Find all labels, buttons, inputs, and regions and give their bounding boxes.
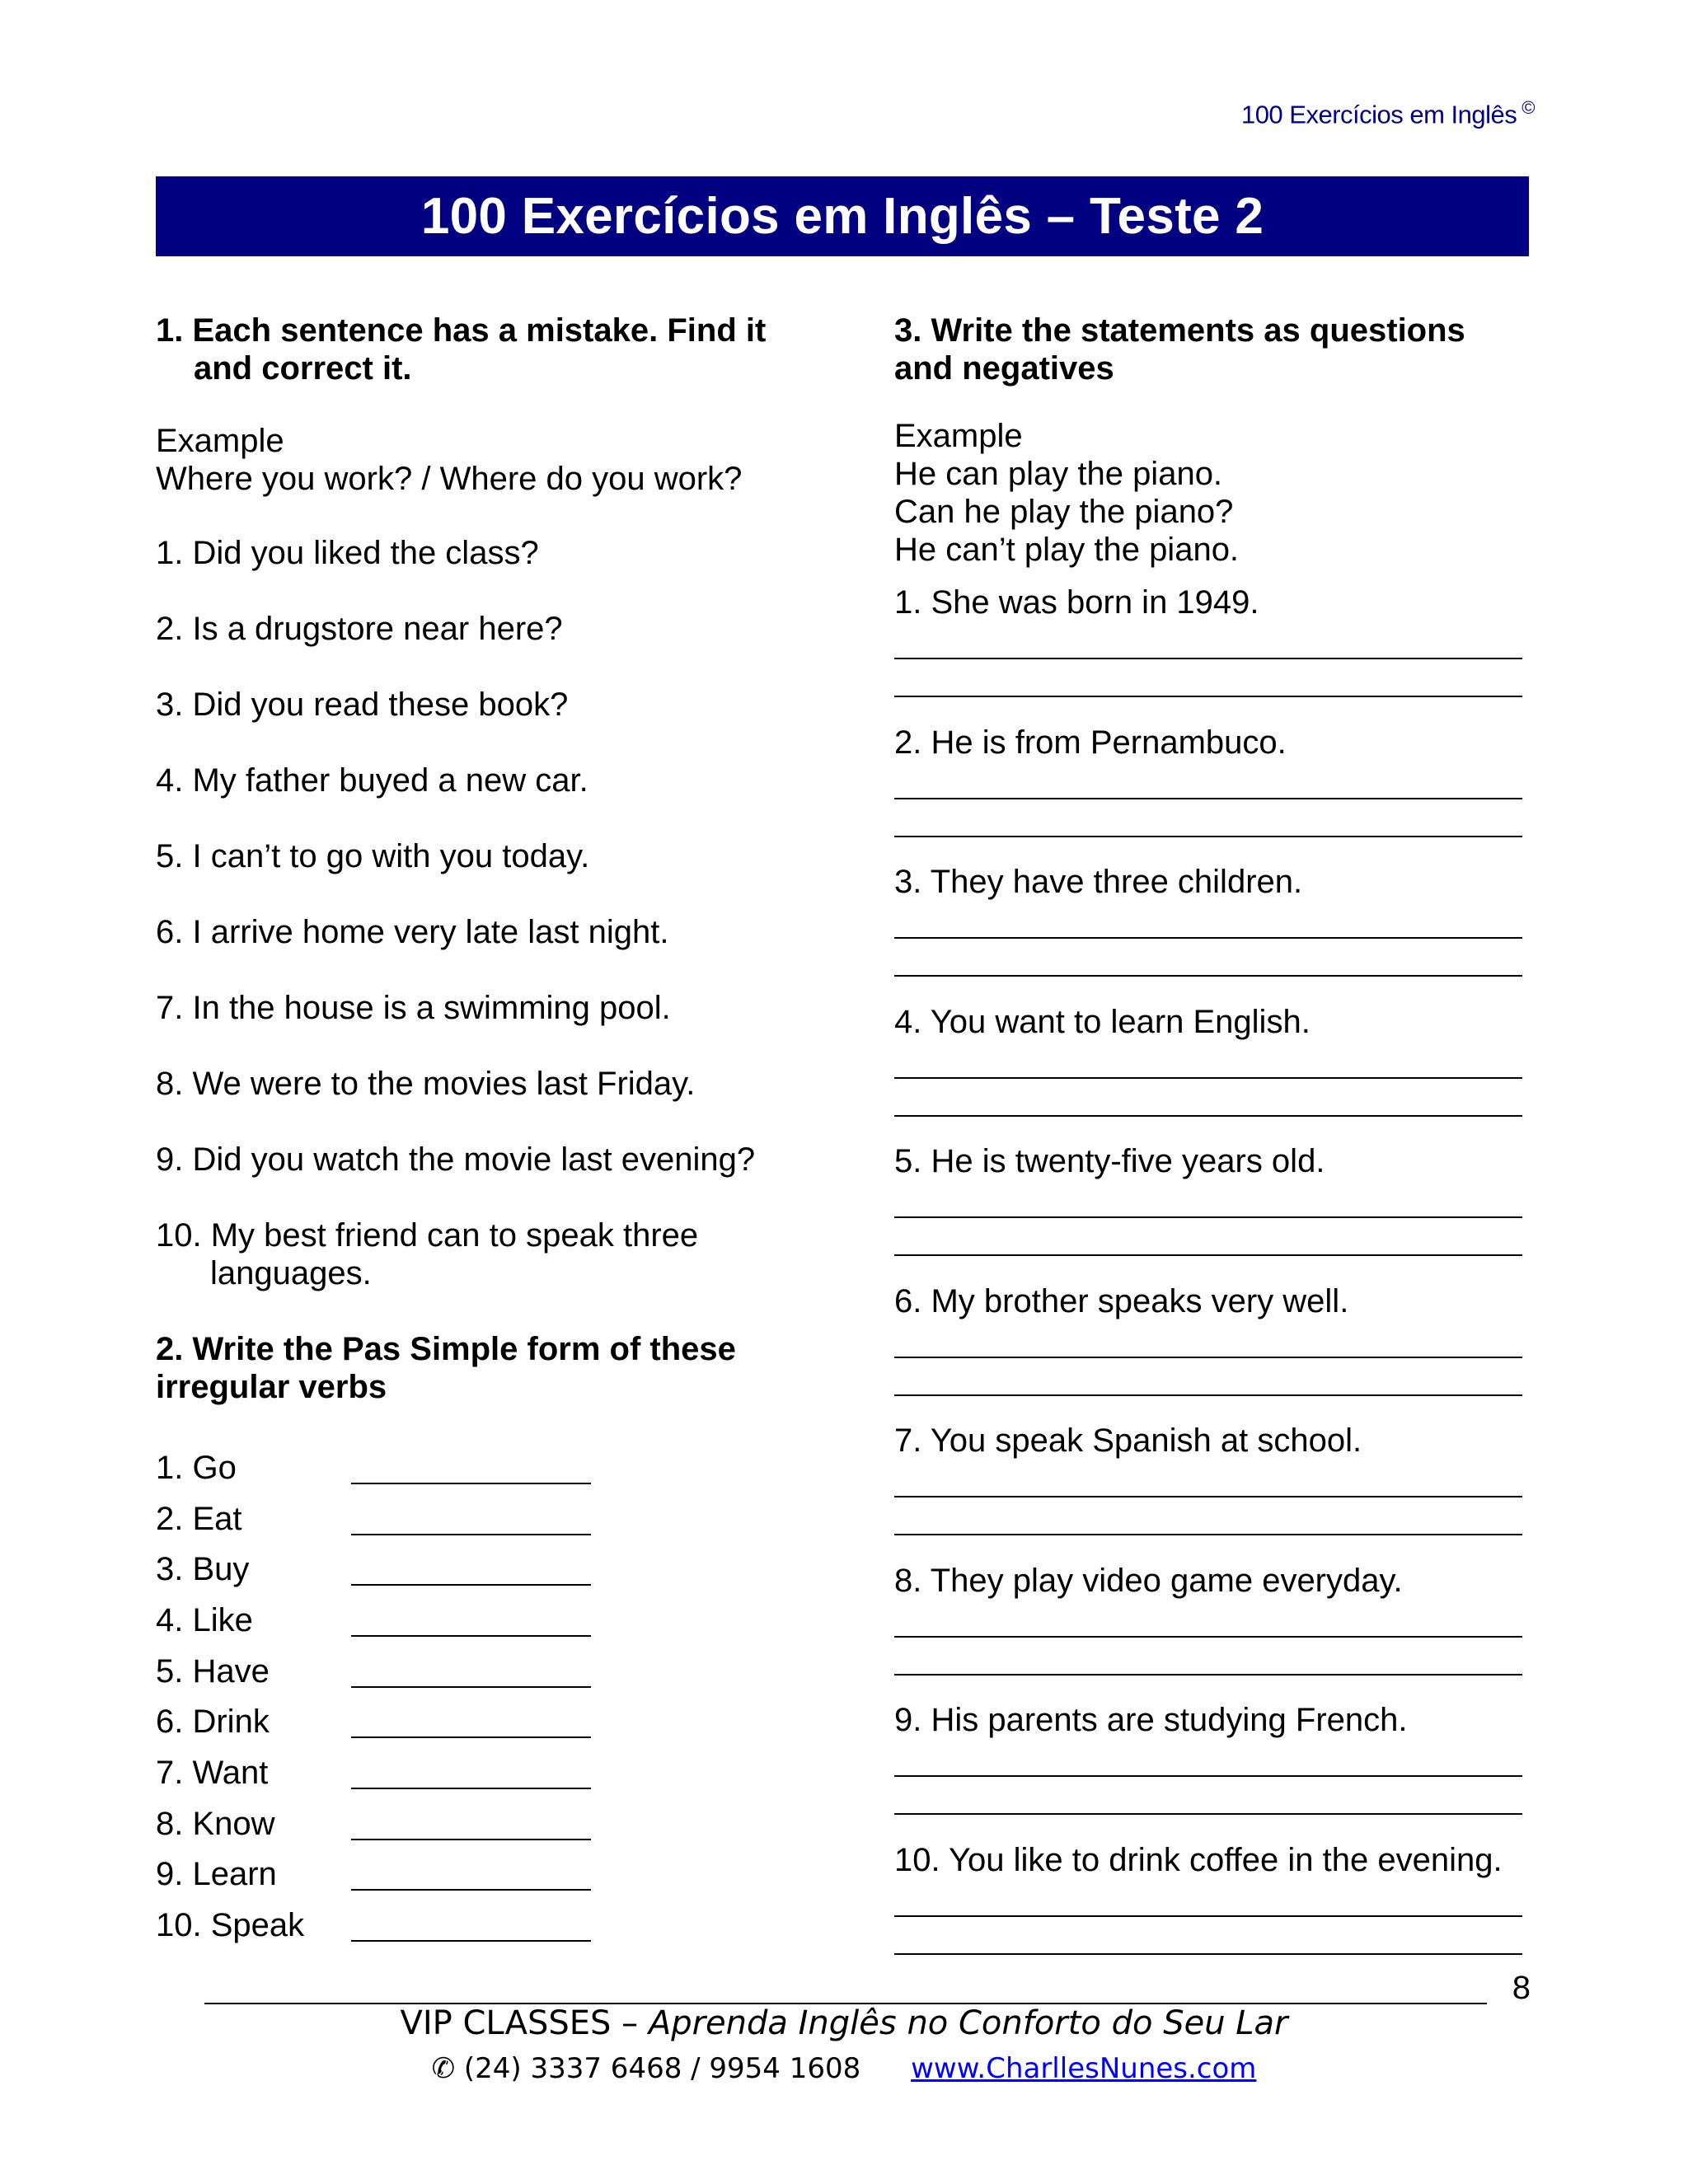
section1-item: 3. Did you read these book? — [156, 687, 569, 723]
section3-item — [894, 724, 1529, 864]
footer-brand-plain: VIP CLASSES – — [400, 2004, 649, 2042]
header-note-text: 100 Exercícios em Inglês — [1240, 100, 1517, 129]
answer-line[interactable] — [894, 1879, 1522, 1917]
section3-example-line: He can play the piano. — [894, 456, 1223, 492]
section3-item — [894, 1282, 1529, 1422]
section3-question: 1. She was born in 1949. — [894, 584, 1259, 621]
section3-example-label: Example — [894, 418, 1023, 454]
answer-line[interactable] — [894, 939, 1522, 977]
verb-answer-line[interactable] — [351, 1915, 591, 1942]
answer-line[interactable] — [894, 1320, 1522, 1358]
verb-label: 1. Go — [156, 1449, 237, 1486]
answer-line[interactable] — [894, 1079, 1522, 1117]
section3-question: 5. He is twenty-five years old. — [894, 1143, 1325, 1179]
verb-row — [156, 1544, 815, 1595]
section1-heading — [156, 312, 815, 387]
section3-question: 10. You like to drink coffee in the evening. — [894, 1841, 1503, 1878]
section1-item: 2. Is a drugstore near here? — [156, 611, 563, 647]
verb-answer-line[interactable] — [351, 1458, 591, 1484]
section1-example-text: Where you work? / Where do you work? — [156, 461, 743, 497]
answer-line[interactable] — [894, 762, 1522, 799]
answer-line[interactable] — [894, 1600, 1522, 1638]
footer-brand-slogan: Aprenda Inglês no Conforto do Seu Lar — [648, 2004, 1288, 2042]
section3-list — [894, 583, 1529, 1980]
answer-line[interactable] — [894, 1041, 1522, 1079]
copyright-symbol: © — [1522, 97, 1535, 118]
section3-question: 8. They play video game everyday. — [894, 1562, 1403, 1599]
verb-label: 10. Speak — [156, 1907, 305, 1944]
section3-question: 4. You want to learn English. — [894, 1003, 1311, 1040]
answer-line[interactable] — [894, 659, 1522, 697]
page-title: 100 Exercícios em Inglês – Teste 2 — [156, 176, 1529, 256]
answer-line[interactable] — [894, 1777, 1522, 1815]
section1-item: 7. In the house is a swimming pool. — [156, 990, 671, 1026]
section3-question: 6. My brother speaks very well. — [894, 1282, 1349, 1319]
section3-question: 2. He is from Pernambuco. — [894, 724, 1287, 761]
footer-brand — [0, 2004, 1688, 2042]
answer-line[interactable] — [894, 901, 1522, 939]
section1-item: 6. I arrive home very late last night. — [156, 914, 669, 950]
section3-question: 9. His parents are studying French. — [894, 1702, 1408, 1738]
verb-label: 5. Have — [156, 1652, 270, 1690]
section1-item: 8. We were to the movies last Friday. — [156, 1066, 696, 1102]
section3-heading-line1: 3. Write the statements as questions — [894, 312, 1465, 349]
phone-icon: ✆ — [431, 2052, 456, 2085]
section3-item — [894, 1142, 1529, 1282]
section2-heading — [156, 1330, 815, 1406]
verb-label: 9. Learn — [156, 1856, 277, 1893]
verb-answer-line[interactable] — [351, 1763, 591, 1789]
answer-line[interactable] — [894, 799, 1522, 837]
header-note — [1241, 97, 1535, 129]
section3-item — [894, 1422, 1529, 1562]
verb-row — [156, 1442, 815, 1493]
section1-item: 4. My father buyed a new car. — [156, 762, 588, 799]
section1-item: 5. I can’t to go with you today. — [156, 838, 590, 874]
section1-example-label: Example — [156, 423, 284, 459]
answer-line[interactable] — [894, 1460, 1522, 1497]
verb-list — [156, 1442, 815, 1951]
answer-line[interactable] — [894, 1218, 1522, 1256]
section1-heading-line2: and correct it. — [194, 350, 412, 387]
section1-item: 9. Did you watch the movie last evening? — [156, 1141, 756, 1178]
section3-item — [894, 583, 1529, 724]
verb-row — [156, 1900, 815, 1951]
verb-label: 4. Like — [156, 1601, 253, 1638]
verb-label: 2. Eat — [156, 1500, 242, 1537]
verb-row — [156, 1493, 815, 1544]
section3-item — [894, 1701, 1529, 1841]
section1-heading-line1: 1. Each sentence has a mistake. Find it — [156, 312, 767, 349]
section3-item — [894, 1841, 1529, 1981]
verb-row — [156, 1849, 815, 1900]
verb-answer-line[interactable] — [351, 1712, 591, 1738]
section3-example-line: He can’t play the piano. — [894, 532, 1240, 568]
verb-row — [156, 1696, 815, 1747]
section1-item: 1. Did you liked the class? — [156, 535, 539, 571]
section3-question: 3. They have three children. — [894, 864, 1303, 900]
footer-phone: (24) 3337 6468 / 9954 1608 — [463, 2052, 861, 2085]
verb-row — [156, 1646, 815, 1697]
left-column — [156, 312, 815, 1951]
section2-heading-line2: irregular verbs — [156, 1369, 387, 1405]
footer-website-link[interactable]: www.CharllesNunes.com — [911, 2052, 1257, 2085]
section3-example-line: Can he play the piano? — [894, 494, 1234, 530]
section1-list — [156, 534, 815, 1292]
verb-answer-line[interactable] — [351, 1610, 591, 1637]
answer-line[interactable] — [894, 1739, 1522, 1777]
section3-heading-line2: and negatives — [894, 350, 1114, 387]
verb-row — [156, 1595, 815, 1646]
answer-line[interactable] — [894, 621, 1522, 659]
verb-row — [156, 1747, 815, 1798]
verb-answer-line[interactable] — [351, 1814, 591, 1840]
footer-contact — [0, 2052, 1688, 2085]
section3-example — [894, 455, 1529, 569]
section3-item — [894, 1003, 1529, 1143]
page-number: 8 — [1512, 1970, 1531, 2006]
answer-line[interactable] — [894, 1180, 1522, 1218]
answer-line[interactable] — [894, 1638, 1522, 1675]
section3-item — [894, 1562, 1529, 1702]
right-column — [894, 312, 1529, 1980]
verb-label: 3. Buy — [156, 1551, 250, 1588]
section3-heading — [894, 312, 1529, 387]
verb-label: 7. Want — [156, 1754, 269, 1791]
verb-answer-line[interactable] — [351, 1559, 591, 1586]
verb-answer-line[interactable] — [351, 1661, 591, 1688]
verb-row — [156, 1798, 815, 1849]
answer-line[interactable] — [894, 1497, 1522, 1535]
section1-item: 10. My best friend can to speak three languages. — [156, 1217, 699, 1291]
answer-line[interactable] — [894, 1358, 1522, 1396]
section2-heading-line1: 2. Write the Pas Simple form of these — [156, 1331, 736, 1367]
section3-item — [894, 863, 1529, 1003]
verb-label: 8. Know — [156, 1805, 275, 1842]
verb-answer-line[interactable] — [351, 1509, 591, 1535]
verb-label: 6. Drink — [156, 1704, 270, 1741]
answer-line[interactable] — [894, 1917, 1522, 1955]
verb-answer-line[interactable] — [351, 1864, 591, 1891]
section3-question: 7. You speak Spanish at school. — [894, 1422, 1362, 1459]
